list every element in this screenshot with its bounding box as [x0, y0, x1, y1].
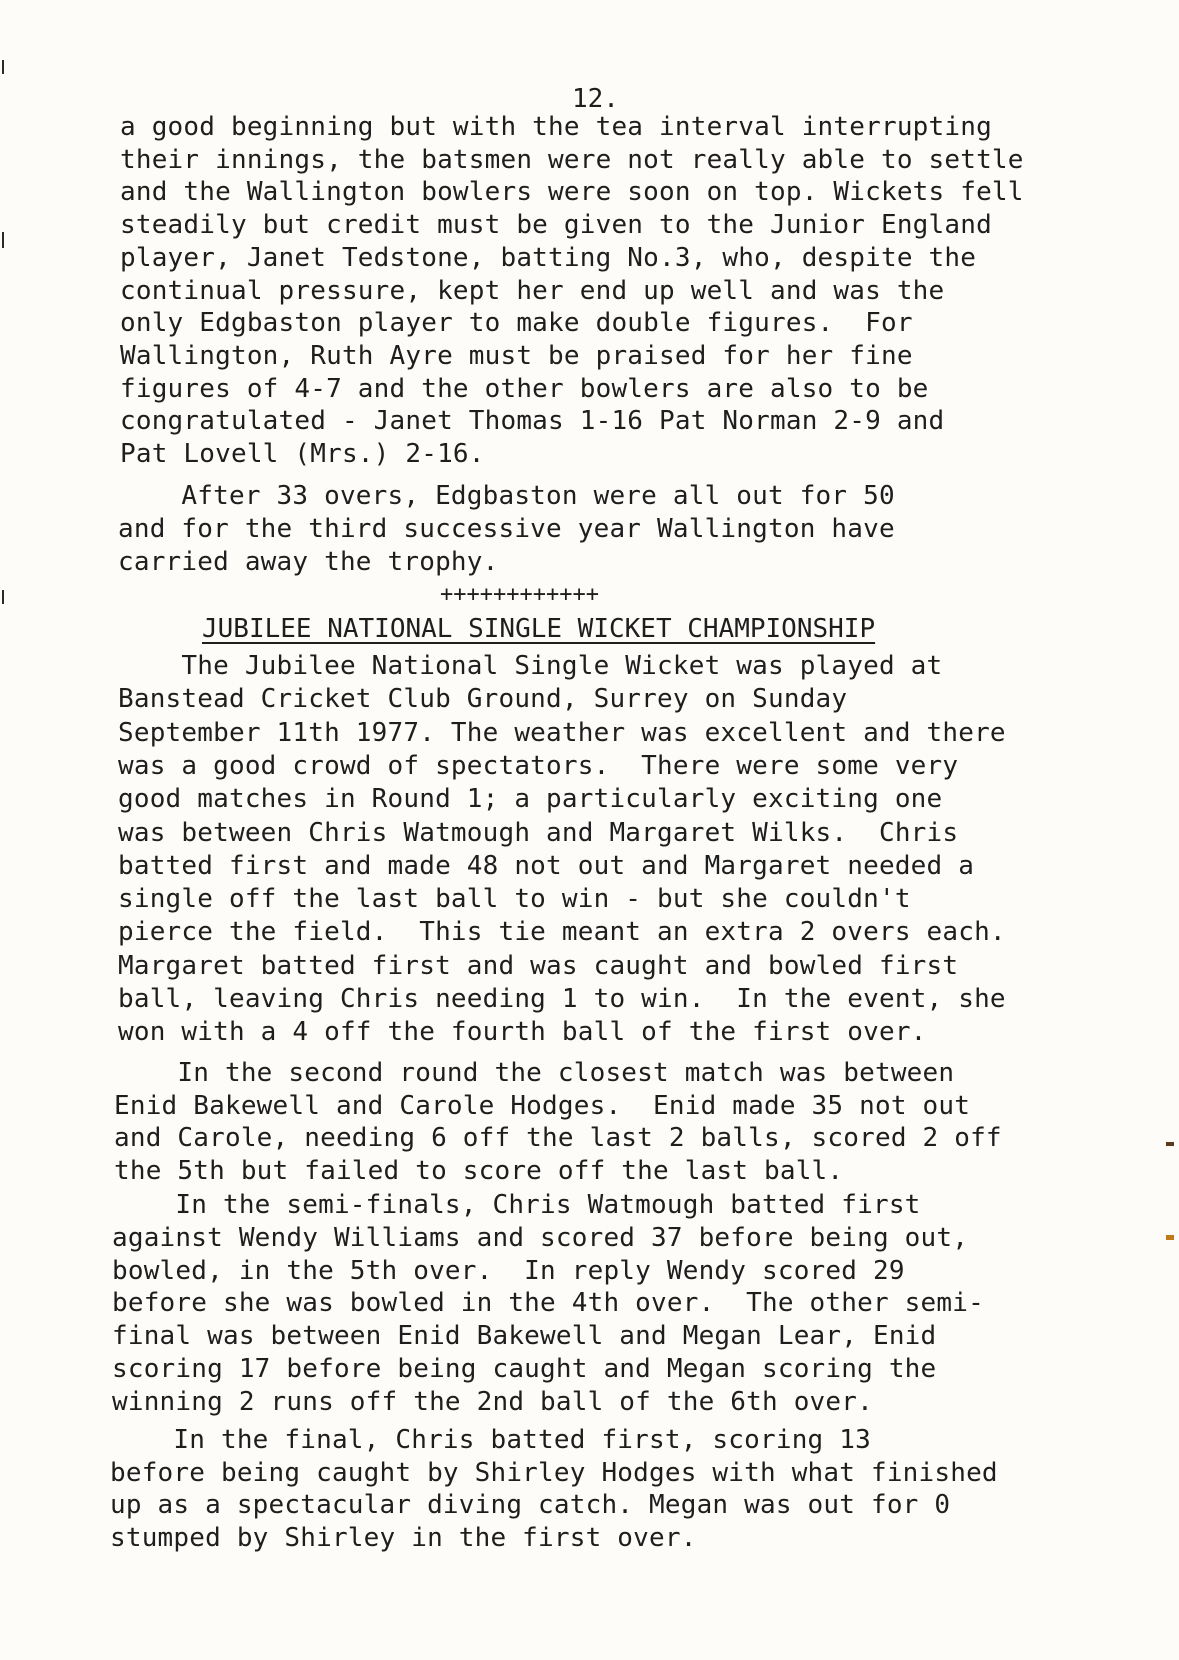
text-line: winning 2 runs off the 2nd ball of the 6th over. [112, 1386, 873, 1417]
text-line: before being caught by Shirley Hodges with what finished [110, 1457, 998, 1488]
text-line: Banstead Cricket Club Ground, Surrey on Sunday [118, 684, 848, 715]
text-line: Enid Bakewell and Carole Hodges. Enid made 35 not out [114, 1090, 971, 1121]
text-line: was a good crowd of spectators. There were some very [118, 750, 959, 781]
text-line: September 11th 1977. The weather was excellent and there [118, 717, 1006, 748]
text-line: final was between Enid Bakewell and Megan Lear, Enid [112, 1321, 937, 1352]
text-line: stumped by Shirley in the first over. [110, 1522, 697, 1553]
section-separator: ++++++++++++ [440, 582, 599, 607]
text-line: carried away the trophy. [118, 547, 499, 577]
text-line: the 5th but failed to score off the last ball. [114, 1156, 844, 1187]
text-line: The Jubilee National Single Wicket was played at [118, 651, 943, 681]
text-line: before she was bowled in the 4th over. The other semi- [112, 1288, 984, 1319]
text-line: In the second round the closest match was between [114, 1058, 955, 1088]
text-line: against Wendy Williams and scored 37 before being out, [112, 1222, 969, 1253]
text-line: up as a spectacular diving catch. Megan was out for 0 [110, 1490, 951, 1520]
text-line: pierce the field. This tie meant an extra 2 overs each. [118, 917, 1006, 948]
text-line: and for the third successive year Wallington have [118, 514, 895, 544]
text-line: continual pressure, kept her end up well and was the [120, 275, 945, 306]
page-number: 12. [572, 84, 619, 114]
text-line: and Carole, needing 6 off the last 2 balls, scored 2 off [114, 1123, 1002, 1154]
scan-mark [2, 590, 4, 604]
section-heading: JUBILEE NATIONAL SINGLE WICKET CHAMPIONSHIP [202, 614, 876, 644]
scan-mark [2, 60, 4, 74]
text-line: Pat Lovell (Mrs.) 2-16. [120, 439, 485, 469]
text-line: ball, leaving Chris needing 1 to win. In the event, she [118, 984, 1006, 1014]
text-line: good matches in Round 1; a particularly exciting one [118, 784, 943, 815]
scan-mark [1166, 1142, 1174, 1146]
text-line: and the Wallington bowlers were soon on top. Wickets fell [120, 177, 1024, 208]
text-line: steadily but credit must be given to the Junior England [120, 210, 992, 241]
text-line: single off the last ball to win - but she couldn't [118, 884, 911, 915]
text-line: After 33 overs, Edgbaston were all out for 50 [118, 481, 895, 511]
text-line: Margaret batted first and was caught and bowled first [118, 950, 959, 981]
text-line: figures of 4-7 and the other bowlers are also to be [120, 373, 929, 404]
text-line: In the semi-finals, Chris Watmough batted first [112, 1190, 921, 1220]
text-line: In the final, Chris batted first, scoring 13 [110, 1425, 871, 1455]
text-line: congratulated - Janet Thomas 1-16 Pat Norman 2-9 and [120, 406, 945, 437]
text-line: batted first and made 48 not out and Margaret needed a [118, 850, 975, 881]
text-line: scoring 17 before being caught and Megan scoring the [112, 1354, 937, 1384]
text-line: Wallington, Ruth Ayre must be praised for her fine [120, 340, 913, 371]
text-line: was between Chris Watmough and Margaret Wilks. Chris [118, 817, 959, 848]
scan-mark [2, 232, 4, 248]
text-line: won with a 4 off the fourth ball of the first over. [118, 1017, 927, 1048]
text-line: player, Janet Tedstone, batting No.3, who, despite the [120, 242, 977, 273]
text-line: their innings, the batsmen were not really able to settle [120, 144, 1024, 175]
scan-mark [1166, 1235, 1174, 1240]
text-line: a good beginning but with the tea interval interrupting [120, 112, 992, 142]
text-line: bowled, in the 5th over. In reply Wendy scored 29 [112, 1255, 905, 1286]
text-line: only Edgbaston player to make double figures. For [120, 308, 913, 339]
